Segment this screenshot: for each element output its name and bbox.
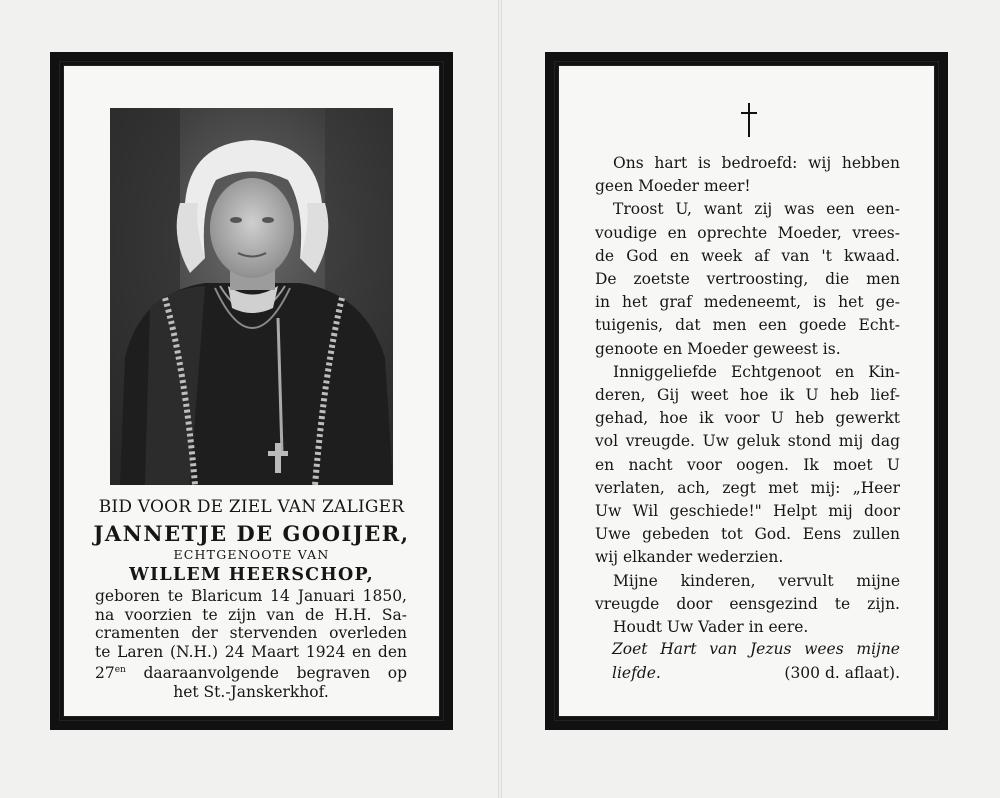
bio-line: na voorzien te zijn van de H.H. Sa-	[95, 605, 407, 624]
card-fold	[498, 0, 502, 798]
bio-line: cramenten der stervenden overleden	[95, 624, 407, 642]
text-line: Uw Wil geschiede!" Helpt mij door	[595, 502, 900, 521]
bio-line: $27^{en}$ daaraanvolgende begraven op	[95, 664, 407, 683]
text-line: genoote en Moeder geweest is.	[595, 339, 841, 358]
text-line: verlaten, ach, zegt met mij: „Heer	[595, 478, 900, 497]
ordinal: $27^{en}$	[95, 664, 126, 683]
text-line: in het graf medeneemt, is het ge-	[595, 293, 900, 312]
text-line: vol vreugde. Uw geluk stond mij dag	[595, 432, 900, 451]
portrait-photo	[110, 108, 393, 485]
text-line: de God en week af van 't kwaad.	[595, 246, 900, 265]
invocation-end: liefde.	[612, 664, 661, 682]
biography-text	[95, 587, 407, 701]
cross-icon	[740, 103, 758, 137]
text-line: voudige en oprechte Moeder, vrees-	[595, 223, 900, 242]
prayer-invocation	[612, 637, 900, 685]
text-line: gehad, hoe ik voor U heb gewerkt	[595, 409, 900, 428]
text-line: vreugde door eensgezind te zijn.	[595, 594, 900, 613]
spouse-name: WILLEM HEERSCHOP,	[129, 565, 374, 585]
text-line: en nacht voor oogen. Ik moet U	[595, 455, 900, 474]
indulgence-note: (300 d. aflaat).	[784, 664, 900, 682]
text-line: Houdt Uw Vader in eere.	[613, 618, 809, 637]
text-line: Troost U, want zij was een een-	[613, 200, 900, 219]
text-line: wij elkander wederzien.	[595, 548, 784, 567]
text-line: Mijne kinderen, vervult mijne	[613, 571, 900, 590]
bio-line: te Laren (N.H.) 24 Maart 1924 en den	[95, 642, 407, 661]
prayer-request: BID VOOR DE ZIEL VAN ZALIGER	[98, 497, 405, 517]
text-line: Uwe gebeden tot God. Eens zullen	[595, 525, 900, 544]
text-line: deren, Gij weet hoe ik U heb lief-	[595, 386, 900, 405]
bio-line: het St.-Janskerkhof.	[173, 682, 329, 701]
bio-line: geboren te Blaricum 14 Januari 1850,	[95, 587, 407, 605]
invocation-line: Zoet Hart van Jezus wees mijne	[612, 640, 900, 658]
text-line: tuigenis, dat men een goede Echt-	[595, 316, 900, 335]
text-line: De zoetste vertroosting, die men	[595, 270, 900, 289]
deceased-name: JANNETJE DE GOOIJER,	[93, 521, 410, 546]
memorial-text	[595, 152, 900, 639]
text-line: Inniggeliefde Echtgenoot en Kin-	[613, 362, 900, 381]
spouse-label: ECHTGENOOTE VAN	[173, 547, 330, 562]
invocation-line	[612, 661, 900, 685]
text-line: Ons hart is bedroefd: wij hebben	[613, 154, 900, 172]
text-line: geen Moeder meer!	[595, 177, 751, 196]
